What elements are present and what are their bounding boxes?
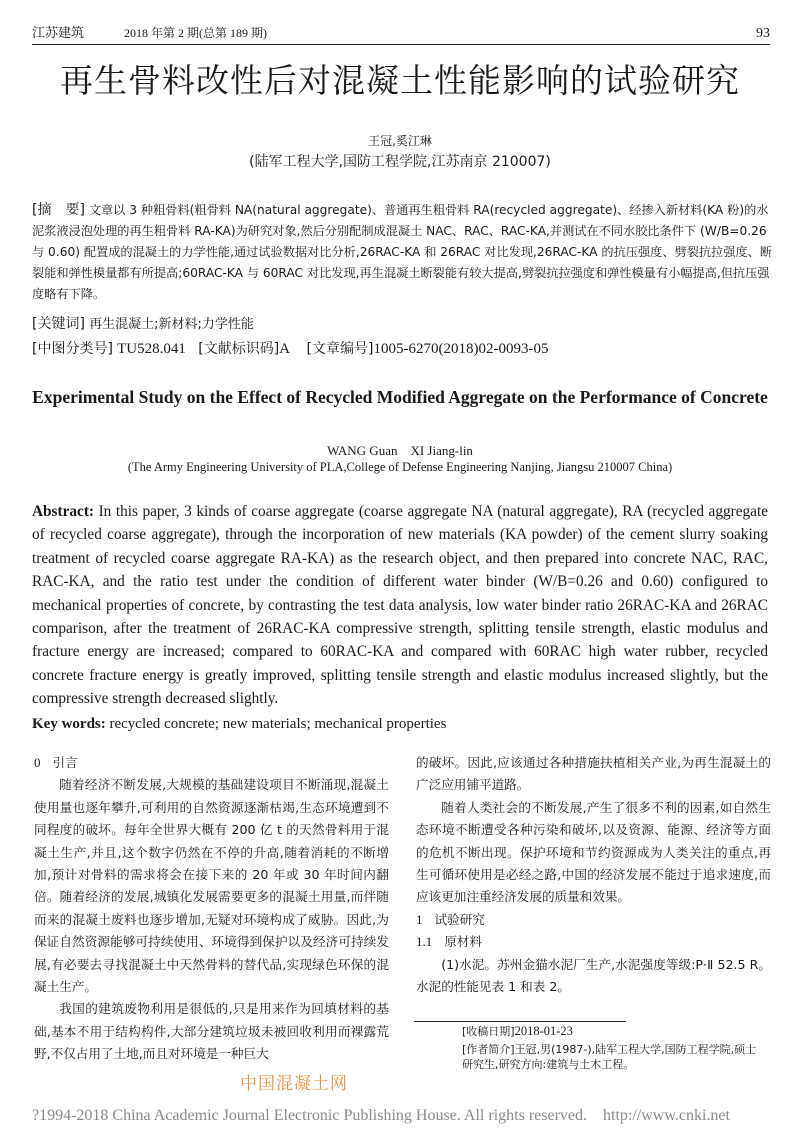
author-bio-text: 王冠,男(1987-),陆军工程大学,国防工程学院,硕士研究生,研究方向:建筑与土木工程。	[462, 1043, 757, 1071]
abstract-label: [摘 要]	[32, 202, 85, 218]
watermark-logo: 中国混凝土网	[240, 1074, 348, 1094]
title-chinese: 再生骨料改性后对混凝土性能影响的试验研究	[60, 61, 740, 100]
section-title: 引言	[52, 755, 78, 770]
footnote-divider	[414, 1021, 626, 1022]
keywords-chinese	[32, 313, 772, 333]
affiliation-english: (The Army Engineering University of PLA,College of Defense Engineering Nanjing, Jiangsu 210007 China)	[127, 460, 673, 474]
section-number: 1.1	[416, 934, 433, 950]
doc-code-value: A	[279, 341, 291, 357]
journal-name: 江苏建筑	[32, 26, 85, 41]
author-bio-label: [作者简介]	[462, 1043, 515, 1056]
section-heading-0	[34, 752, 389, 774]
body-left-column	[34, 752, 389, 1066]
body-right-column	[416, 752, 771, 998]
affiliation-chinese: (陆军工程大学,国防工程学院,江苏南京 210007)	[249, 154, 551, 170]
issue-info: 2018 年第 2 期(总第 189 期)	[124, 26, 267, 40]
body-paragraph: 随着经济不断发展,大规模的基础建设项目不断涌现,混凝土使用量也逐年攀升,可利用的自然资源逐渐枯竭,生态环境遭到不同程度的破坏。每年全世界大概有 200 亿 t 的天然骨料用于混凝土生产,并且,这个数字仍然在不停的升高,随着消耗的不断增加,预计对骨料的需求将会在接下来的 20 年或 30 年时间内翻倍。随着经济的发展,城镇化发展需要更多的混凝土用量,而伴随而来的混凝土废料也逐步增加,无疑对环境构成了威胁。因此,为保证自然资源能够可持续使用、环境得到保护以及经济可持续发展,有必要去寻找混凝土中天然骨料的替代品,实现绿色环保的混凝土生产。	[34, 777, 389, 995]
section-number: 1	[416, 911, 423, 927]
footnote-received	[462, 1024, 573, 1039]
keywords-label: [关键词]	[32, 316, 85, 332]
authors-english: WANG Guan XI Jiang-lin	[327, 443, 473, 458]
section-title: 原材料	[444, 934, 483, 950]
abstract-text: 文章以 3 种粗骨料(粗骨料 NA(natural aggregate)、普通再生粗骨料 RA(recycled aggregate)、经掺入新材料(KA 粉)的水泥浆液浸泡处理的再生粗骨料 RA-KA)为研究对象,然后分别配制成混凝土 NAC、RAC、RAC-KA,并测试在不同水胶比条件下 (W/B=0.26 与 0.60) 配置成的混凝土的力学性能,通过试验数据对比分析,26RAC-KA 和 26RAC 对比发现,26RAC-KA 的抗压强度、劈裂抗拉强度、断裂能和弹性模量都有所提高;60RAC-KA 与 60RAC 对比发现,再生混凝土断裂能有较大提高,劈裂抗拉强度和弹性模量有小幅提高,但抗压强度略有下降。	[32, 203, 773, 301]
classification-line	[32, 338, 772, 358]
body-paragraph: (1)水泥。苏州金猫水泥厂生产,水泥强度等级:P·Ⅱ 52.5 R。水泥的性能见表 1 和表 2。	[416, 956, 771, 995]
keywords-en-label: Key words:	[32, 716, 106, 732]
title-english: Experimental Study on the Effect of Recycled Modified Aggregate on the Performance of Concrete	[32, 387, 768, 407]
article-no-value: 1005-6270(2018)02-0093-05	[373, 341, 549, 357]
abstract-en-text: In this paper, 3 kinds of coarse aggregate (coarse aggregate NA (natural aggregate), RA (recycled aggregate of recycled coarse aggregate), through the incorporation of new materials (KA powder) of the cement slurry soaking treatment of recycled coarse aggregate RA-KA) as the research object, and then prepared into concrete NAC, RAC, RAC-KA, and the ratio test under the condition of different water binder (W/B=0.26 and 0.60) configured to mechanical properties of concrete, by contrasting the test data analysis, low water binder ratio 26RAC-KA and 26RAC comparison, after the treatment of 26RAC-KA compressive strength, splitting tensile strength, elastic modulus and fracture energy are increased; compared to 60RAC-KA and compared with 60RAC high water rubber, recycled concrete fracture energy is greatly improved, splitting tensile strength and elastic modulus increased slightly, but the compressive strength decreased slightly.	[32, 503, 769, 708]
section-title: 试验研究	[434, 911, 485, 927]
section-heading-1	[416, 909, 771, 931]
clc-label: [中图分类号]	[32, 341, 113, 357]
keywords-english	[32, 716, 768, 733]
doc-code-label: [文献标识码]	[198, 341, 280, 357]
page-number: 93	[756, 26, 770, 41]
authors-chinese: 王冠,奚江琳	[368, 134, 432, 148]
section-number: 0	[34, 755, 41, 770]
body-paragraph: 随着人类社会的不断发展,产生了很多不利的因素,如自然生态环境不断遭受各种污染和破坏,以及资源、能源、经济等方面的危机不断出现。保护环境和节约资源成为人类关注的重点,再生可循环使用是必经之路,中国的经济发展不能过于追求速度,而应该更加注重经济发展的质量和效果。	[416, 799, 771, 905]
abstract-english	[32, 500, 768, 711]
running-header	[32, 22, 770, 45]
section-heading-1-1	[416, 931, 771, 953]
clc-value: TU528.041	[117, 341, 186, 357]
copyright-footer: ?1994-2018 China Academic Journal Electronic Publishing House. All rights reserved. http://www.cnki.net	[32, 1107, 730, 1124]
body-paragraph: 的破坏。因此,应该通过各种措施扶植相关产业,为再生混凝土的广泛应用铺平道路。	[416, 755, 771, 793]
article-no-label: [文章编号]	[306, 341, 374, 357]
keywords-en-text: recycled concrete; new materials; mechanical properties	[109, 716, 447, 732]
received-label: [收稿日期]	[462, 1025, 515, 1038]
body-paragraph: 我国的建筑废物利用是很低的,只是用来作为回填材料的基础,基本不用于结构构件,大部分建筑垃圾未被回收利用而裸露荒野,不仅占用了土地,而且对环境是一种巨大	[34, 1001, 389, 1062]
abstract-en-label: Abstract:	[32, 503, 95, 520]
keywords-text: 再生混凝土;新材料;力学性能	[89, 317, 254, 332]
footnote-author	[462, 1042, 762, 1072]
abstract-chinese	[32, 200, 772, 305]
received-date: 2018-01-23	[514, 1024, 573, 1038]
